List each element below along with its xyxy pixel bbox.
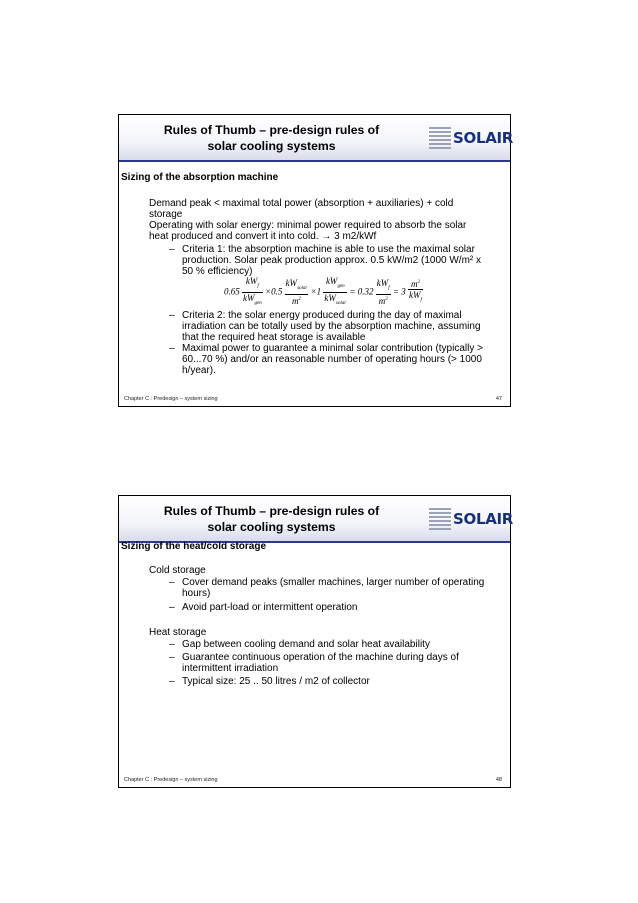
slide-title-band: [119, 496, 514, 543]
title-line-2: solar cooling systems: [207, 139, 336, 153]
logo-text: SOLAIR: [453, 510, 514, 528]
criteria-3-text: Maximal power to guarantee a minimal solar contribution (typically > 60...70 %) and/or an reasonable number of operating hours (> 1000 h/year).: [182, 343, 483, 376]
slide-title: [149, 122, 394, 154]
cold-storage-label: Cold storage: [149, 565, 206, 576]
slide-footer: Chapter C : Predesign – system sizing: [124, 396, 218, 402]
criteria-1-text: Criteria 1: the absorption machine is able to use the maximal solar production. Solar peak production approx. 0.5 kW/m2 (1000 W/m² x 50 % efficiency): [182, 244, 482, 277]
section-heading: Sizing of the absorption machine: [121, 172, 279, 183]
logo-text: SOLAIR: [453, 129, 514, 147]
logo-stripes-icon: [429, 508, 451, 532]
page-number: 47: [495, 396, 502, 402]
title-line-1: Rules of Thumb – pre-design rules of: [163, 504, 380, 518]
heat-storage-label: Heat storage: [149, 627, 207, 638]
sizing-formula: 0.65 $\frac{kW_f}{kW_{gen}}$ ×0.5 $\frac{kW_{solar}}{m^2}$ ×1 $\frac{kW_{gen}}{kW_{solar}}$ = 0.32 $\frac{kW_f}{m^2}$ = 3 $\frac{m^2}{kW_f}$: [224, 276, 422, 307]
section-heading: Sizing of the heat/cold storage: [121, 541, 267, 552]
solair-logo: [429, 127, 514, 151]
logo-stripes-icon: [429, 127, 451, 151]
slide-48: Rules of Thumb – pre-design rules of solar cooling systems SOLAIR Sizing of the heat/cold storage Cold storage – Cover demand peaks (smaller machines, larger number of operating hours) – Avoid part-load or intermittent operation Heat storage – Gap between cooling demand and solar heat availability – Guarantee continuous operation of the machine during days of intermittent irradiation – Typical size: 25 .. 50 litres / m2 of collector Chapter C : Predesign – system sizing 48: [118, 495, 511, 788]
slide-footer: Chapter C : Predesign – system sizing: [124, 777, 218, 783]
criteria-2-text: Criteria 2: the solar energy produced during the day of maximal irradiation can be totally used by the absorption machine, assuming that the required heat storage is available: [182, 310, 481, 343]
paragraph: Demand peak < maximal total power (absorption + auxiliaries) + cold storage: [149, 198, 454, 220]
slide-title-band: [119, 115, 514, 162]
title-line-2: solar cooling systems: [207, 520, 336, 534]
slide-title: [149, 503, 394, 535]
slide-47: Rules of Thumb – pre-design rules of solar cooling systems SOLAIR Sizing of the absorption machine Demand peak < maximal total power (absorption + auxiliaries) + cold storage Operating with solar energy: minimal power required to absorb the solar heat produced and convert it into cold. → 3 m2/kWf – Criteria 1: the absorption machine is able to use the maximal solar production. Solar peak production approx. 0.5 kW/m2 (1000 W/m² x 50 % efficiency) 0.65 $\frac{kW_f}{kW_{gen}}$ ×0.5 $\frac{kW_{solar}}{m^2}$ ×1 $\frac{kW_{gen}}{kW_{solar}}$ = 0.32 $\frac{kW_f}{m^2}$ = 3 $\frac{m^2}{kW_f}$ – Criteria 2: the solar energy produced during the day of maximal irradiation can be totally used by the absorption machine, assuming that the required heat storage is available – Maximal power to guarantee a minimal solar contribution (typically > 60...70 %) and/or an reasonable number of operating hours (> 1000 h/year). Chapter C : Predesign – system sizing 47: [118, 114, 511, 407]
solair-logo: [429, 508, 514, 532]
paragraph: Operating with solar energy: minimal power required to absorb the solar heat produced and convert it into cold. → 3 m2/kWf: [149, 220, 467, 242]
page-number: 48: [495, 777, 502, 783]
title-line-1: Rules of Thumb – pre-design rules of: [163, 123, 380, 137]
